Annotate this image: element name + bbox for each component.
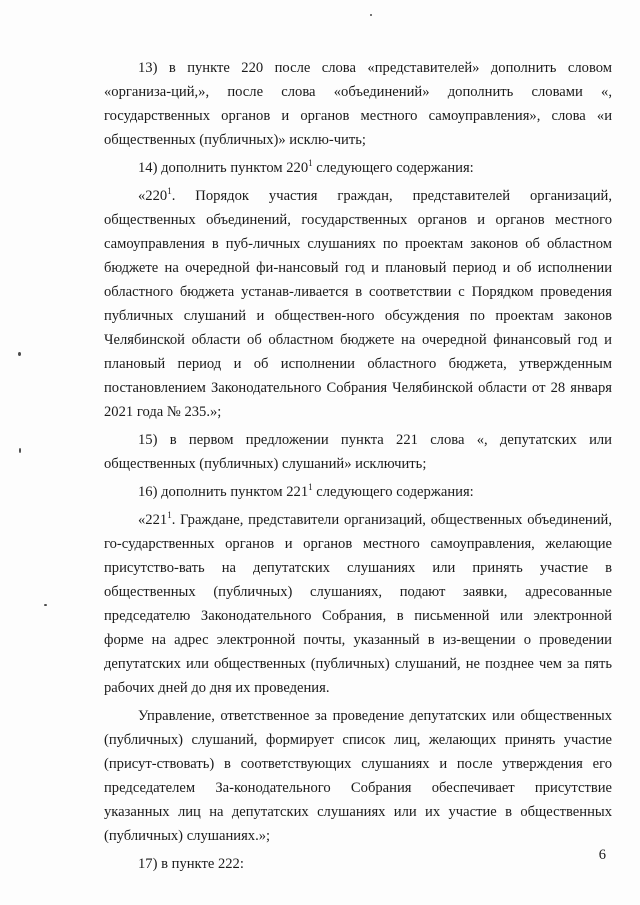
paragraph-point-221-1 <box>104 508 612 700</box>
paragraph-item-17 <box>104 852 612 876</box>
scan-speck <box>44 604 47 606</box>
paragraph-text: 17) в пункте 222: <box>138 856 244 872</box>
paragraph-management <box>104 704 612 848</box>
paragraph-text: 15) в первом предложении пункта 221 слова «, депутатских или общественных (публичных) слушаний» исключить; <box>104 432 612 472</box>
paragraph-item-16 <box>104 480 612 504</box>
scan-speck <box>19 448 21 453</box>
paragraph-text: «221 <box>138 512 168 528</box>
paragraph-text: Управление, ответственное за проведение депутатских или общественных (публичных) слушаний, формирует список лиц, желающих принять участие (присут-ствовать) в соответствующих слушаниях и после утверждения его председателем За-конодательного Собрания обеспечивает присутствие указанных лиц на депутатских слушаниях или их участие в общественных (публичных) слушаниях.»; <box>104 708 612 844</box>
paragraph-text: 13) в пункте 220 после слова «представителей» дополнить словом «организа-ций,», после слова «объединений» дополнить словами «, государственных органов и органов местного самоуправления», слова «и общественных (публичных)» исклю-чить; <box>104 60 612 148</box>
paragraph-text: . Граждане, представители организаций, общественных объединений, го-сударственных органов и органов местного самоуправления, желающие присутство-вать на депутатских слушаниях или принять участие в общественных (публичных) слушаниях, подают заявки, адресованные председателю Законодательного Собрания, в письменной или электронной форме на адрес электронной почты, указанный в из-вещении о проведении депутатских или общественных (публичных) слушаний, не позднее чем за пять рабочих дней до дня их проведения. <box>104 512 612 696</box>
paragraph-text: 16) дополнить пунктом 221 <box>138 484 309 500</box>
paragraph-item-13 <box>104 56 612 152</box>
paragraph-text: следующего содержания: <box>312 484 474 500</box>
superscript: 1 <box>308 482 313 493</box>
paragraph-text: «220 <box>138 188 168 204</box>
paragraph-text: следующего содержания: <box>312 160 474 176</box>
superscript: 1 <box>167 186 172 197</box>
scan-speck <box>370 14 372 16</box>
paragraph-point-220-1 <box>104 184 612 424</box>
paragraph-item-15 <box>104 428 612 476</box>
paragraph-text: . Порядок участия граждан, представителей организаций, общественных объединений, государственных органов и органов местного самоуправления в пуб-личных слушаниях по проектам законов об областном бюджете на очередной фи-нансовый год и плановый период и об исполнении областного бюджета устанав-ливается в соответствии с Порядком проведения публичных слушаний и обществен-ного обсуждения по проектам законов Челябинской области об областном бюджете на очередной финансовый год и плановый период и об исполнении областного бюджета, утвержденным постановлением Законодательного Собрания Челябинской области от 28 января 2021 года № 235.»; <box>104 188 612 420</box>
paragraph-text: 14) дополнить пунктом 220 <box>138 160 309 176</box>
superscript: 1 <box>167 510 172 521</box>
scan-speck <box>18 352 21 356</box>
superscript: 1 <box>308 158 313 169</box>
page-number: 6 <box>598 847 606 863</box>
paragraph-item-14 <box>104 156 612 180</box>
document-body <box>104 56 612 876</box>
